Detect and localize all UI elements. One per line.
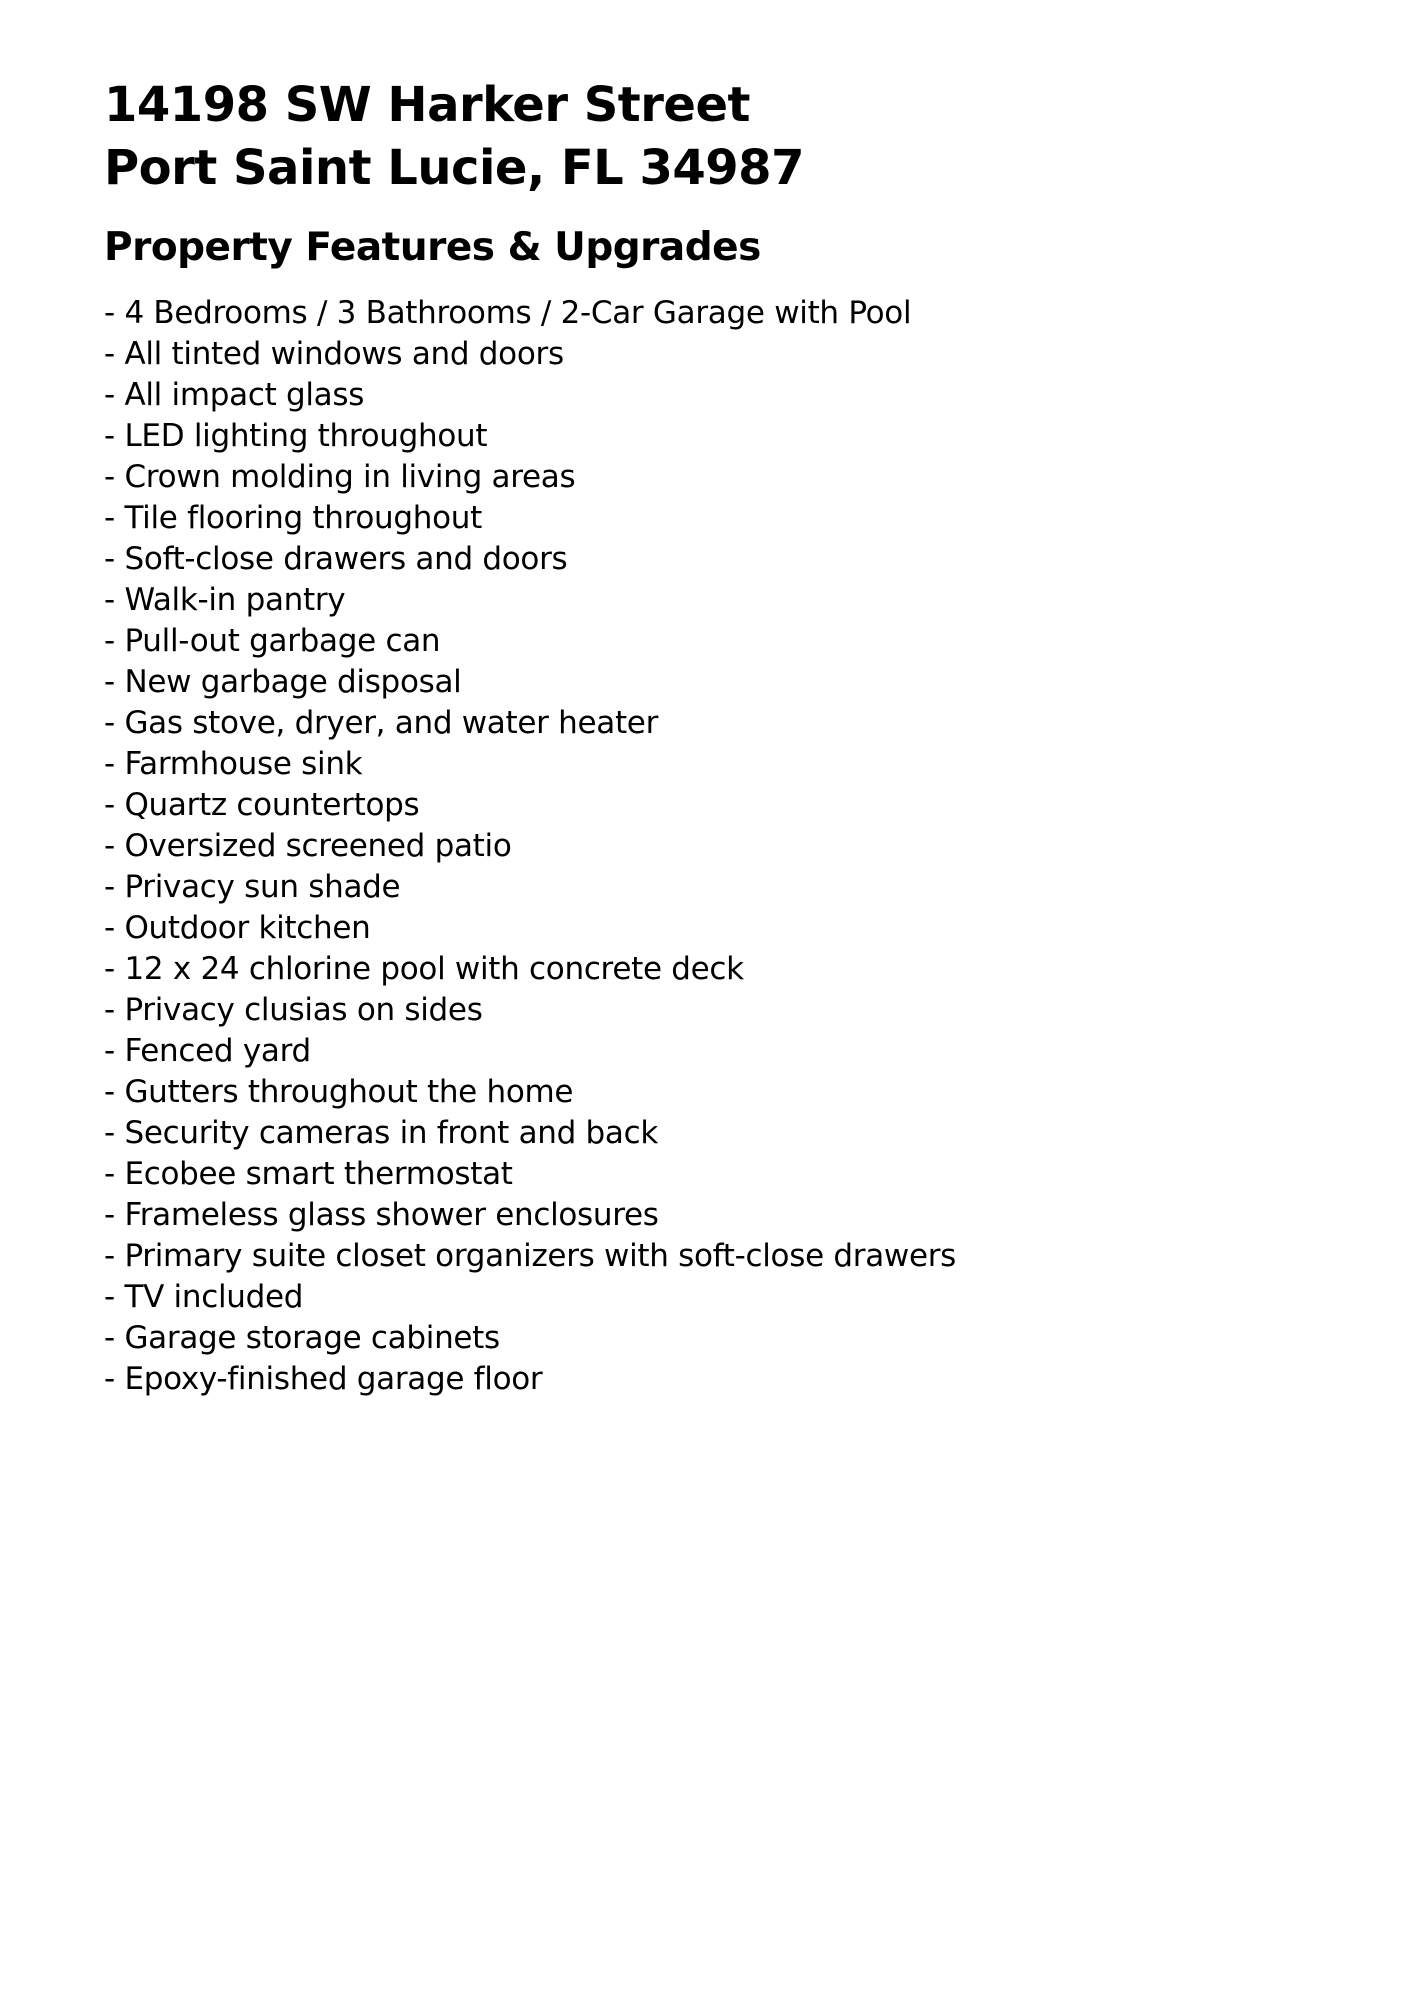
feature-item <box>104 539 1354 580</box>
feature-item <box>104 1318 1354 1359</box>
feature-text: 12 x 24 chlorine pool with concrete deck <box>124 951 744 987</box>
feature-text: Ecobee smart thermostat <box>124 1156 513 1192</box>
feature-text: Privacy sun shade <box>124 869 401 905</box>
feature-item <box>104 1031 1354 1072</box>
feature-text: Primary suite closet organizers with soft-close drawers <box>124 1238 957 1274</box>
section-heading-features: Property Features & Upgrades <box>104 225 761 270</box>
bullet-dash: - <box>104 828 125 864</box>
bullet-dash: - <box>104 1074 125 1110</box>
bullet-dash: - <box>104 746 125 782</box>
features-list <box>104 293 1354 1400</box>
feature-text: Soft-close drawers and doors <box>124 541 568 577</box>
bullet-dash: - <box>104 1156 125 1192</box>
feature-item <box>104 334 1354 375</box>
bullet-dash: - <box>104 582 125 618</box>
bullet-dash: - <box>104 623 125 659</box>
bullet-dash: - <box>104 869 125 905</box>
bullet-dash: - <box>104 459 125 495</box>
bullet-dash: - <box>104 1197 125 1233</box>
bullet-dash: - <box>104 541 125 577</box>
bullet-dash: - <box>104 418 125 454</box>
feature-text: LED lighting throughout <box>124 418 488 454</box>
feature-item <box>104 375 1354 416</box>
bullet-dash: - <box>104 295 125 331</box>
feature-text: Privacy clusias on sides <box>124 992 483 1028</box>
feature-item <box>104 416 1354 457</box>
feature-text: All tinted windows and doors <box>124 336 564 372</box>
feature-item <box>104 990 1354 1031</box>
feature-item <box>104 826 1354 867</box>
bullet-dash: - <box>104 1279 125 1315</box>
bullet-dash: - <box>104 1238 125 1274</box>
feature-item <box>104 1072 1354 1113</box>
feature-text: Gas stove, dryer, and water heater <box>124 705 659 741</box>
feature-item <box>104 1236 1354 1277</box>
feature-item <box>104 293 1354 334</box>
feature-item <box>104 908 1354 949</box>
feature-text: Farmhouse sink <box>124 746 363 782</box>
feature-text: Frameless glass shower enclosures <box>124 1197 659 1233</box>
feature-item <box>104 703 1354 744</box>
feature-item <box>104 1277 1354 1318</box>
feature-item <box>104 785 1354 826</box>
bullet-dash: - <box>104 500 125 536</box>
feature-text: Gutters throughout the home <box>124 1074 574 1110</box>
bullet-dash: - <box>104 1361 125 1397</box>
feature-item <box>104 949 1354 990</box>
feature-item <box>104 580 1354 621</box>
feature-text: Garage storage cabinets <box>124 1320 500 1356</box>
feature-item <box>104 1154 1354 1195</box>
feature-text: TV included <box>124 1279 304 1315</box>
property-address-heading <box>104 74 1354 200</box>
feature-text: Pull-out garbage can <box>124 623 441 659</box>
bullet-dash: - <box>104 787 125 823</box>
feature-item <box>104 1359 1354 1400</box>
address-line-2: Port Saint Lucie, FL 34987 <box>104 140 804 196</box>
bullet-dash: - <box>104 664 125 700</box>
bullet-dash: - <box>104 910 125 946</box>
feature-text: All impact glass <box>124 377 365 413</box>
feature-item <box>104 457 1354 498</box>
feature-text: Epoxy-finished garage floor <box>124 1361 543 1397</box>
feature-text: Security cameras in front and back <box>124 1115 659 1151</box>
bullet-dash: - <box>104 1320 125 1356</box>
feature-text: New garbage disposal <box>124 664 462 700</box>
feature-item <box>104 744 1354 785</box>
bullet-dash: - <box>104 951 125 987</box>
feature-item <box>104 1113 1354 1154</box>
feature-text: Tile flooring throughout <box>124 500 482 536</box>
feature-text: Walk-in pantry <box>124 582 346 618</box>
bullet-dash: - <box>104 1115 125 1151</box>
feature-text: 4 Bedrooms / 3 Bathrooms / 2-Car Garage with Pool <box>124 295 912 331</box>
feature-text: Crown molding in living areas <box>124 459 576 495</box>
bullet-dash: - <box>104 336 125 372</box>
bullet-dash: - <box>104 1033 125 1069</box>
feature-text: Quartz countertops <box>124 787 420 823</box>
feature-text: Oversized screened patio <box>124 828 512 864</box>
feature-item <box>104 621 1354 662</box>
feature-item <box>104 498 1354 539</box>
feature-item <box>104 662 1354 703</box>
bullet-dash: - <box>104 705 125 741</box>
feature-text: Outdoor kitchen <box>124 910 371 946</box>
bullet-dash: - <box>104 992 125 1028</box>
feature-text: Fenced yard <box>124 1033 311 1069</box>
feature-item <box>104 1195 1354 1236</box>
feature-item <box>104 867 1354 908</box>
address-line-1: 14198 SW Harker Street <box>104 77 750 133</box>
bullet-dash: - <box>104 377 125 413</box>
